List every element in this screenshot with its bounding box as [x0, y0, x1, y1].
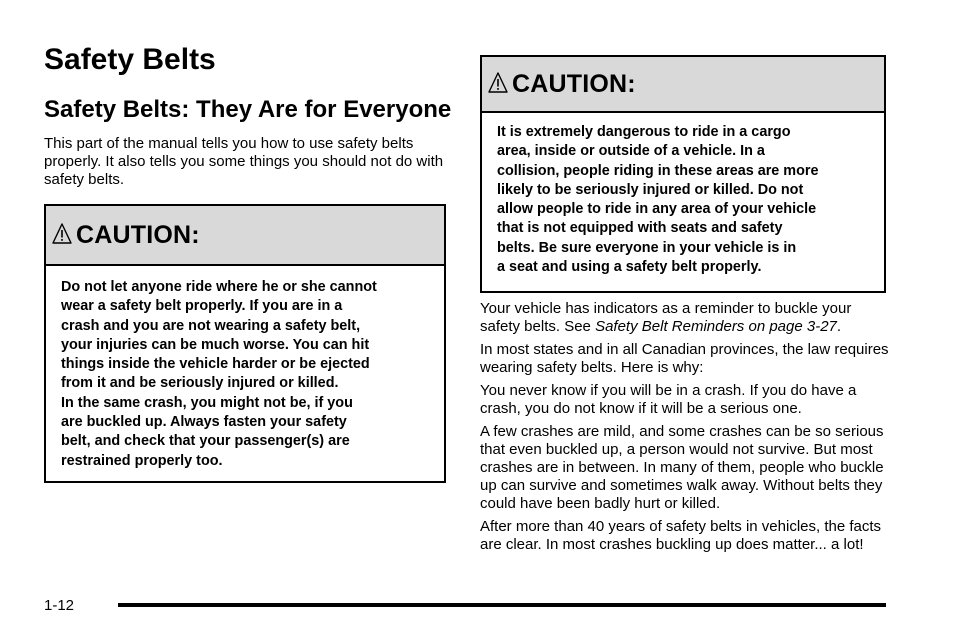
body-paragraph: Your vehicle has indicators as a reminder to buckle your safety belts. See Safety Belt Reminders on page 3-27.	[480, 300, 852, 335]
warning-triangle-icon	[488, 72, 508, 94]
warning-triangle-icon	[52, 223, 72, 245]
caution-box-right	[480, 55, 886, 293]
body-paragraph: In most states and in all Canadian provinces, the law requires wearing safety belts. Here is why:	[480, 341, 889, 376]
caution-header-left	[46, 206, 444, 266]
body-paragraph: A few crashes are mild, and some crashes can be so serious that even buckled up, a person would not survive. But most crashes are in between. In many of them, people who buckle up can survive and sometimes walk away. Without belts they could have been badly hurt or killed.	[480, 423, 884, 512]
body-paragraph: You never know if you will be in a crash. If you do have a crash, you do not know if it will be a serious one.	[480, 382, 857, 417]
body-column-right	[480, 300, 892, 559]
page-title: Safety Belts	[44, 43, 216, 76]
body-paragraph: After more than 40 years of safety belts in vehicles, the facts are clear. In most crashes buckling up does matter... a lot!	[480, 518, 882, 553]
caution-text-left: Do not let anyone ride where he or she cannot wear a safety belt properly. If you are in a crash and you are not wearing a safety belt, your injuries can be much worse. You can hit things inside the vehicle harder or be ejected from it and be seriously injured or killed. In the same crash, you might not be, if you are buckled up. Always fasten your safety belt, and check that your passenger(s) are restrained properly too.	[61, 279, 377, 469]
intro-paragraph: This part of the manual tells you how to use safety belts properly. It also tells you some things you should not do with safety belts.	[44, 135, 444, 188]
footer-rule	[118, 603, 886, 607]
caution-box-left	[44, 204, 446, 483]
page-number: 1-12	[44, 597, 75, 614]
caution-label-right: CAUTION:	[512, 69, 636, 98]
cross-reference-link[interactable]: Safety Belt Reminders on page 3-27	[595, 318, 837, 335]
caution-label-left: CAUTION:	[76, 220, 200, 249]
section-heading: Safety Belts: They Are for Everyone	[44, 96, 452, 123]
caution-text-right: It is extremely dangerous to ride in a cargo area, inside or outside of a vehicle. In a collision, people riding in these areas are more likely to be seriously injured or killed. Do not allow people to ride in any area of your vehicle that is not equipped with seats and safety belts. Be sure everyone in your vehicle is in a seat and using a safety belt properly.	[497, 124, 819, 276]
caution-header-right	[482, 57, 884, 113]
